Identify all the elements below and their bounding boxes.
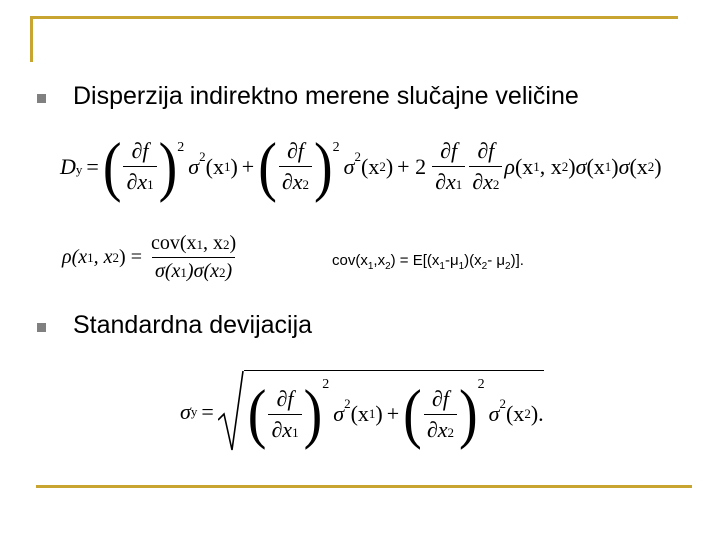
frame-bottom-line xyxy=(36,485,692,488)
partial-derivative-x2-b: $\frac{\partial f}{\partial x2}$ xyxy=(469,138,502,195)
partial-derivative-x1-b: $\frac{\partial f}{\partial x1}$ xyxy=(432,138,465,195)
bullet-text-1: Disperzija indirektno merene slučajne veličine xyxy=(73,82,579,110)
correlation-fraction: $\frac{\text{cov(x1, x2)}}{\sigma(x1)\sigma(x2)}$ xyxy=(150,232,237,282)
partial-derivative-x1: $\frac{\partial f}{\partial x1}$ xyxy=(123,138,156,195)
dy-symbol: Dy xyxy=(60,153,83,179)
bullet-text-2: Standardna devijacija xyxy=(73,311,313,339)
formula-dispersion: Dy = ( $\frac{\partial f}{\partial x1}$ ) 2 σ 2 (x 1 ) + ( $\frac{\partial f}{\partial x2}$ ) 2 σ 2 (x 2 ) + 2 $\frac{\partial f}{\partial x1}$ $\frac{\partial f}{\partial x2}$ ρ (x 1 , x 2 ) σ (x 1 ) σ (x 2 ) xyxy=(60,129,662,204)
formula-correlation: ρ(x 1 , x 2 ) = $\frac{\text{cov(x1, x2)}}{\sigma(x1)\sigma(x2)}$ xyxy=(62,232,241,283)
partial-derivative-x2-sigma: $\frac{\partial f}{\partial x2}$ xyxy=(424,386,457,443)
bullet-marker-2 xyxy=(37,323,46,332)
partial-derivative-x2: $\frac{\partial f}{\partial x2}$ xyxy=(279,138,312,195)
square-root: ( $\frac{\partial f}{\partial x1}$ ) 2 σ 2 (x 1 ) + ( $\frac{\partial f}{\partial x2}$ ) 2 σ 2 (x 2 ) . xyxy=(218,370,544,453)
covariance-definition: $cov(x_1,x_2) = E[(x_1-\mu_1)(x_2-$ $\mu_2$)]. xyxy=(332,252,524,272)
frame-left-line xyxy=(30,16,33,62)
formula-standard-deviation: σ y = ( $\frac{\partial f}{\partial x1}$ ) 2 σ 2 (x 1 ) + ( $\frac{\partial f}{\partial x2}$ ) 2 σ 2 (x 2 ) . xyxy=(180,370,544,453)
frame-top-line xyxy=(30,16,678,19)
radical-sign xyxy=(218,370,244,453)
bullet-marker-1 xyxy=(37,94,46,103)
partial-derivative-x1-sigma: $\frac{\partial f}{\partial x1}$ xyxy=(268,386,301,443)
